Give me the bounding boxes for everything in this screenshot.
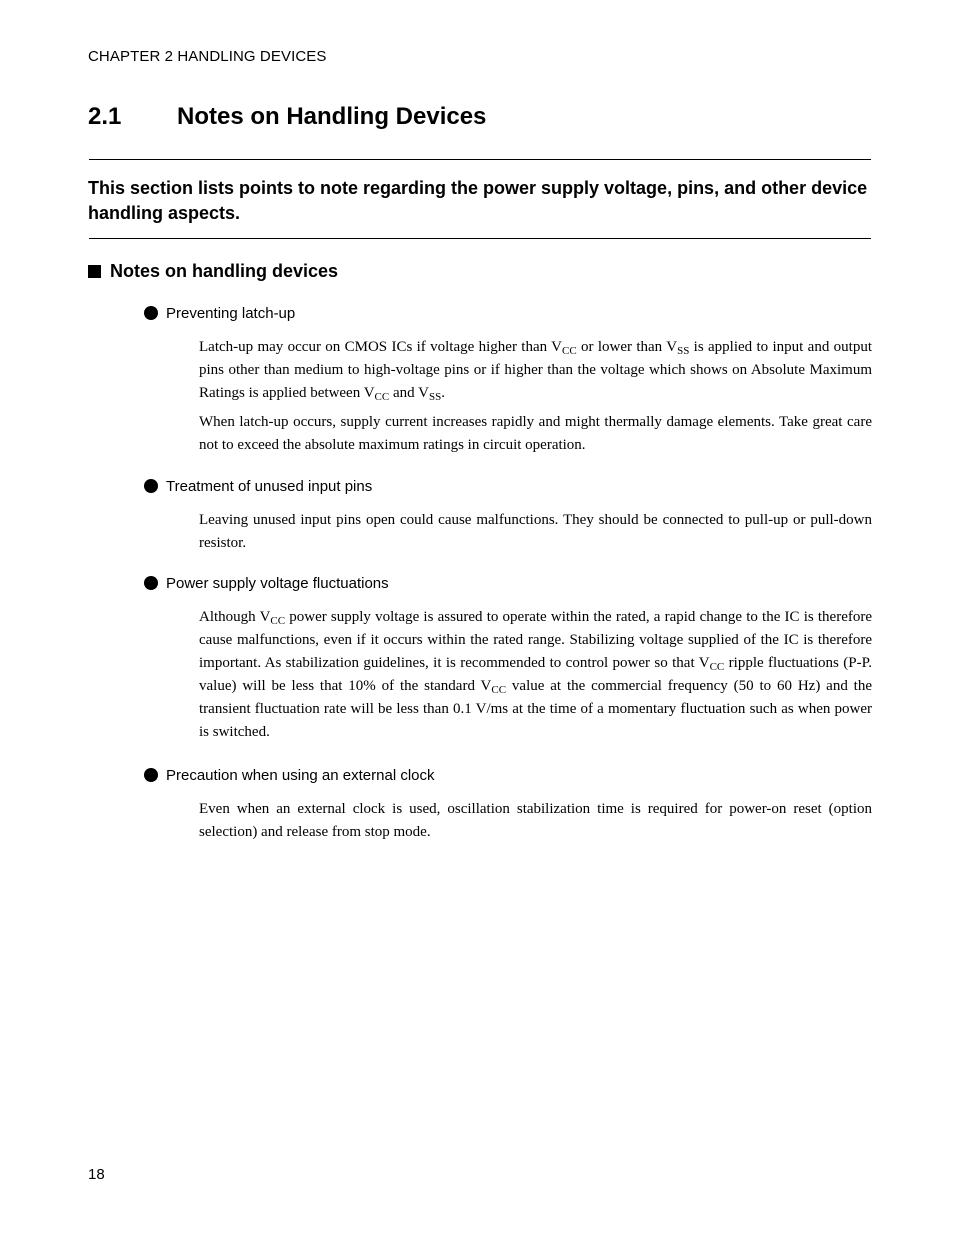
power-supply-paragraph <box>199 606 872 744</box>
note-item-heading <box>144 302 872 324</box>
chapter-header: CHAPTER 2 HANDLING DEVICES <box>88 48 327 65</box>
text-run: or lower than V <box>576 339 678 355</box>
note-item-body <box>199 336 872 457</box>
text-run: and V <box>389 385 429 401</box>
text-run: value at the commercial frequency (50 to 60 Hz) and the transient fluctuation rate will be less than 0.1 V/ms at the time of a momentary fluctuation such as when power is switched. <box>199 678 873 740</box>
subscript: CC <box>374 391 390 403</box>
black-square-icon <box>88 265 101 278</box>
page-number: 18 <box>88 1166 105 1183</box>
text-run: . <box>441 385 445 401</box>
note-item-heading <box>144 572 872 594</box>
external-clock-paragraph: Even when an external clock is used, oscillation stabilization time is required for power-on reset (option selection) and release from stop mode. <box>199 801 872 840</box>
note-item-title: Treatment of unused input pins <box>166 477 373 495</box>
note-item-body <box>199 798 872 844</box>
note-item-title: Power supply voltage fluctuations <box>166 574 389 592</box>
subscript: CC <box>270 615 286 627</box>
latch-up-paragraph-2: When latch-up occurs, supply current increases rapidly and might thermally damage elements. Take great care not to exceed the absolute maximum ratings in circuit operation. <box>199 414 872 453</box>
unused-pins-paragraph: Leaving unused input pins open could cause malfunctions. They should be connected to pull-up or pull-down resistor. <box>199 512 872 551</box>
text-run: Latch-up may occur on CMOS ICs if voltage higher than V <box>199 339 563 355</box>
note-item-latch-up <box>144 302 872 463</box>
section-number: 2.1 <box>88 103 122 130</box>
note-item-power-supply-fluctuations <box>144 572 872 750</box>
note-item-body <box>199 606 872 744</box>
text-run: Although V <box>199 609 271 625</box>
bullet-icon <box>144 306 158 320</box>
note-item-body <box>199 509 872 555</box>
subscript: CC <box>562 345 577 357</box>
subscript: SS <box>428 391 442 403</box>
section-title-text: Notes on Handling Devices <box>177 103 487 130</box>
text-run: ripple fluctuations (P-P. value) will be less that 10% of the standard V <box>199 655 873 694</box>
subsection-heading <box>88 261 872 282</box>
note-item-title: Precaution when using an external clock <box>166 766 435 784</box>
note-item-title: Preventing latch-up <box>166 304 296 322</box>
bullet-icon <box>144 479 158 493</box>
note-item-external-clock <box>144 764 872 850</box>
summary-top-rule <box>89 159 871 160</box>
section-summary: This section lists points to note regarding the power supply voltage, pins, and other device handling aspects. <box>88 178 868 223</box>
note-item-unused-input-pins <box>144 475 872 561</box>
summary-bottom-rule <box>89 238 871 239</box>
section-title <box>88 103 872 131</box>
subscript: CC <box>709 661 725 673</box>
subscript: CC <box>491 684 507 696</box>
bullet-icon <box>144 576 158 590</box>
bullet-icon <box>144 768 158 782</box>
subscript: SS <box>677 345 690 357</box>
note-item-heading <box>144 764 872 786</box>
subsection-title: Notes on handling devices <box>110 261 339 281</box>
latch-up-paragraph-1 <box>199 336 872 405</box>
text-run: power supply voltage is assured to operate within the rated, a rapid change to the IC is therefore cause malfunctions, even if it occurs within the rated range. Stabilizing voltage supplied of the IC is therefore important. As stabilization guidelines, it is recommended to control power so that V <box>199 609 872 671</box>
text-run: is applied to input and output pins other than medium to high-voltage pins or if higher than the voltage which shows on Absolute Maximum Ratings is applied between V <box>199 339 873 401</box>
note-item-heading <box>144 475 872 497</box>
